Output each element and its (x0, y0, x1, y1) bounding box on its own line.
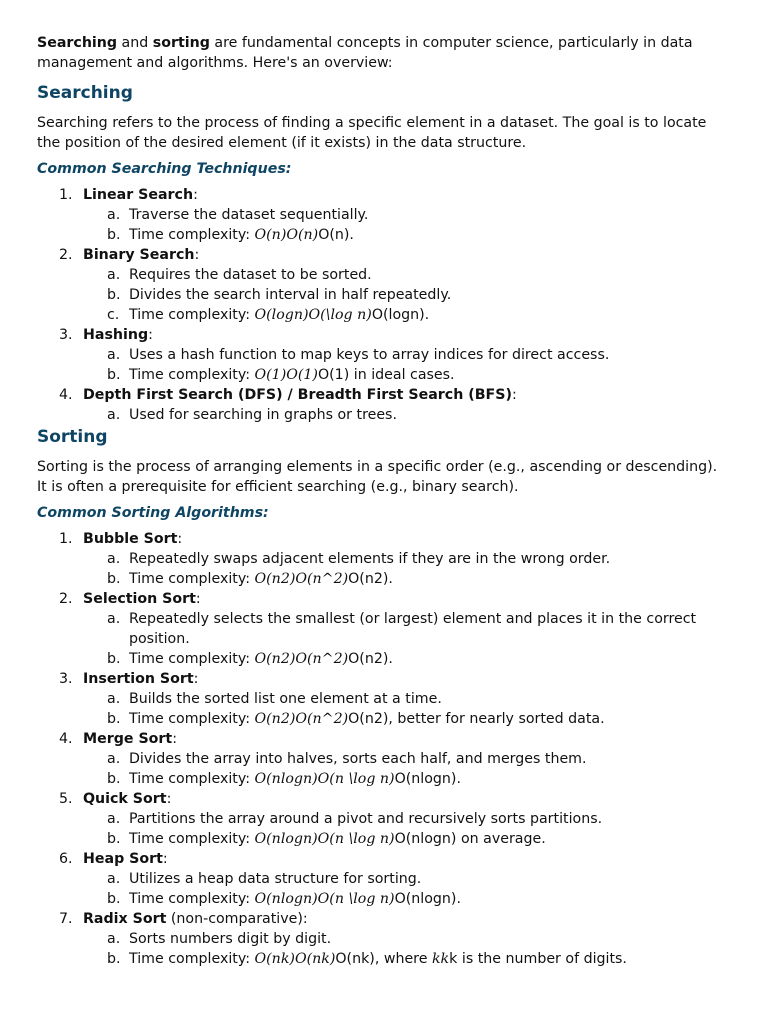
complexity-text: k is the number of digits. (449, 951, 627, 967)
sub-item-letter: a. (107, 551, 121, 567)
sub-item-letter: a. (107, 691, 121, 707)
sub-item-text: Time complexity: (129, 831, 255, 847)
sub-list-item (83, 869, 731, 889)
sub-item-text: Time complexity: (129, 651, 255, 667)
sub-list-item (83, 809, 731, 829)
complexity-math: O(nlogn)O(n \log n) (254, 771, 395, 787)
intro-connector: and (117, 35, 153, 51)
list-item (37, 669, 731, 729)
sub-list (83, 205, 731, 245)
sub-list-item (83, 709, 731, 729)
intro-rest: are fundamental concepts in computer science, particularly in data management and algorithms. Here's an overview: (37, 35, 693, 71)
item-title-suffix: : (511, 387, 517, 403)
sub-item-text: Utilizes a heap data structure for sorting. (129, 871, 422, 887)
sub-list-item (83, 689, 731, 709)
sub-item-letter: b. (107, 227, 121, 243)
sub-item-letter: a. (107, 347, 121, 363)
sub-item-letter: a. (107, 611, 121, 627)
sub-item-text: Time complexity: (129, 367, 255, 383)
complexity-math: O(nk)O(nk) (254, 951, 336, 967)
complexity-math: O(logn)O(\log n) (254, 307, 372, 323)
intro-bold-sorting: sorting (152, 35, 210, 51)
item-title: Depth First Search (DFS) / Breadth First Search (BFS) (83, 387, 512, 403)
sub-list-item (83, 285, 731, 305)
complexity-math: kk (431, 951, 450, 967)
item-title-suffix: : (193, 187, 198, 203)
item-title: Insertion Sort (83, 671, 194, 687)
item-title-suffix: : (162, 851, 168, 867)
sub-item-letter: a. (107, 751, 121, 767)
sub-list-item (83, 205, 731, 225)
sub-list-item (83, 609, 731, 649)
sub-item-letter: a. (107, 871, 121, 887)
complexity-math: O(n)O(n) (254, 227, 319, 243)
complexity-math: O(nlogn)O(n \log n) (254, 891, 395, 907)
sub-list (83, 869, 731, 909)
sub-list-item (83, 405, 731, 425)
list-item (37, 789, 731, 849)
sub-list (83, 929, 731, 969)
item-title: Binary Search (83, 247, 195, 263)
sub-list (83, 689, 731, 729)
item-title: Merge Sort (83, 731, 173, 747)
complexity-text: O(n2). (348, 571, 393, 587)
list-item (37, 325, 731, 385)
complexity-math: O(n2)O(n^2) (254, 711, 349, 727)
sub-item-letter: c. (107, 307, 120, 323)
sub-item-text: Sorts numbers digit by digit. (129, 931, 332, 947)
sub-item-text: Repeatedly selects the smallest (or largest) element and places it in the correct position. (129, 611, 697, 647)
searching-heading: Searching (37, 83, 133, 103)
item-number: 7. (59, 911, 73, 927)
sub-list-item (83, 305, 731, 325)
sub-item-letter: b. (107, 771, 121, 787)
sorting-subheading: Common Sorting Algorithms: (37, 505, 269, 521)
sub-item-letter: a. (107, 407, 121, 423)
complexity-text: O(n2). (348, 651, 393, 667)
sub-item-text: Time complexity: (129, 891, 255, 907)
list-item (37, 849, 731, 909)
sub-list-item (83, 265, 731, 285)
item-title-suffix: (non-comparative): (166, 911, 308, 927)
complexity-text: O(n2), better for nearly sorted data. (348, 711, 605, 727)
sub-item-text: Time complexity: (129, 771, 255, 787)
sub-item-letter: b. (107, 367, 121, 383)
sub-list-item (83, 365, 731, 385)
sub-list-item (83, 345, 731, 365)
sub-item-text: Repeatedly swaps adjacent elements if they are in the wrong order. (129, 551, 611, 567)
complexity-text: O(nlogn) on average. (394, 831, 546, 847)
sub-list (83, 549, 731, 589)
item-number: 5. (59, 791, 73, 807)
item-number: 4. (59, 731, 73, 747)
item-number: 4. (59, 387, 73, 403)
complexity-text: O(nlogn). (394, 891, 461, 907)
sub-item-text: Traverse the dataset sequentially. (129, 207, 369, 223)
item-title: Radix Sort (83, 911, 167, 927)
sub-item-text: Divides the array into halves, sorts each half, and merges them. (129, 751, 587, 767)
sub-item-letter: a. (107, 811, 121, 827)
item-number: 1. (59, 531, 73, 547)
sub-list-item (83, 749, 731, 769)
sub-list (83, 609, 731, 669)
item-number: 2. (59, 591, 73, 607)
complexity-math: O(1)O(1) (254, 367, 318, 383)
item-title-suffix: : (177, 531, 183, 547)
sub-item-text: Time complexity: (129, 951, 255, 967)
sub-item-text: Time complexity: (129, 307, 255, 323)
sub-item-letter: b. (107, 571, 121, 587)
sub-list-item (83, 225, 731, 245)
item-title-suffix: : (195, 591, 201, 607)
searching-section (37, 81, 731, 425)
searching-subheading: Common Searching Techniques: (37, 161, 292, 177)
complexity-math: O(n2)O(n^2) (254, 571, 349, 587)
sub-item-text: Partitions the array around a pivot and recursively sorts partitions. (129, 811, 603, 827)
item-title-suffix: : (172, 731, 177, 747)
sub-list-item (83, 889, 731, 909)
sorting-description: Sorting is the process of arranging elements in a specific order (e.g., ascending or descending). It is often a prerequisite for efficient searching (e.g., binary search). (37, 459, 718, 495)
sub-item-letter: b. (107, 287, 121, 303)
list-item (37, 589, 731, 669)
item-title-suffix: : (148, 327, 153, 343)
sub-item-text: Time complexity: (129, 711, 255, 727)
searching-list (37, 185, 731, 425)
sub-list (83, 265, 731, 325)
complexity-text: O(n). (318, 227, 354, 243)
complexity-text: O(nlogn). (394, 771, 461, 787)
item-title-suffix: : (194, 247, 200, 263)
list-item (37, 185, 731, 245)
sub-list (83, 809, 731, 849)
sub-item-text: Divides the search interval in half repeatedly. (129, 287, 452, 303)
sub-list-item (83, 649, 731, 669)
list-item (37, 729, 731, 789)
complexity-text: O(logn). (371, 307, 430, 323)
intro-paragraph (37, 33, 731, 73)
sub-item-letter: a. (107, 267, 121, 283)
item-title-suffix: : (166, 791, 172, 807)
sorting-list (37, 529, 731, 969)
item-number: 3. (59, 671, 73, 687)
item-number: 2. (59, 247, 73, 263)
sub-list-item (83, 949, 731, 969)
sub-list (83, 345, 731, 385)
sub-list-item (83, 829, 731, 849)
complexity-text: O(nk), where (335, 951, 432, 967)
intro-bold-searching: Searching (37, 35, 118, 51)
item-title: Hashing (83, 327, 149, 343)
item-title: Quick Sort (83, 791, 167, 807)
sub-item-letter: a. (107, 207, 121, 223)
item-number: 1. (59, 187, 73, 203)
list-item (37, 245, 731, 325)
complexity-math: O(n2)O(n^2) (254, 651, 349, 667)
item-title: Linear Search (83, 187, 194, 203)
sub-item-text: Requires the dataset to be sorted. (129, 267, 372, 283)
complexity-text: O(1) in ideal cases. (317, 367, 455, 383)
item-title: Bubble Sort (83, 531, 178, 547)
sub-item-text: Time complexity: (129, 227, 255, 243)
item-number: 6. (59, 851, 73, 867)
sub-item-text: Uses a hash function to map keys to array indices for direct access. (129, 347, 610, 363)
sub-item-letter: a. (107, 931, 121, 947)
list-item (37, 529, 731, 589)
list-item (37, 385, 731, 425)
sub-item-letter: b. (107, 891, 121, 907)
sub-item-text: Builds the sorted list one element at a time. (129, 691, 442, 707)
sub-list-item (83, 549, 731, 569)
sub-item-text: Time complexity: (129, 571, 255, 587)
sub-list-item (83, 569, 731, 589)
sub-list-item (83, 769, 731, 789)
item-title-suffix: : (193, 671, 199, 687)
sub-item-text: Used for searching in graphs or trees. (129, 407, 397, 423)
sorting-heading: Sorting (37, 427, 108, 447)
searching-description: Searching refers to the process of finding a specific element in a dataset. The goal is to locate the position of the desired element (if it exists) in the data structure. (37, 115, 707, 151)
sub-list (83, 405, 731, 425)
sub-item-letter: b. (107, 711, 121, 727)
sub-item-letter: b. (107, 951, 121, 967)
complexity-math: O(nlogn)O(n \log n) (254, 831, 395, 847)
sub-list-item (83, 929, 731, 949)
item-title: Selection Sort (83, 591, 196, 607)
sub-item-letter: b. (107, 831, 121, 847)
sub-item-letter: b. (107, 651, 121, 667)
sub-list (83, 749, 731, 789)
sorting-section (37, 425, 731, 969)
item-number: 3. (59, 327, 73, 343)
item-title: Heap Sort (83, 851, 163, 867)
list-item (37, 909, 731, 969)
